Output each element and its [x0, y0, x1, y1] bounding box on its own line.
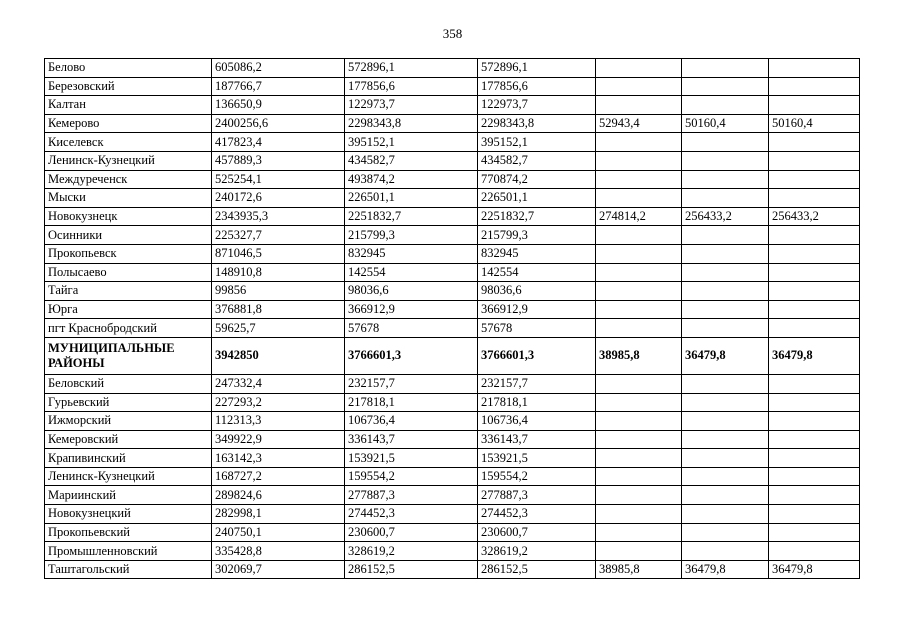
- value-cell-v5: [682, 77, 769, 96]
- row-name-cell: МУНИЦИПАЛЬНЫЕ РАЙОНЫ: [45, 337, 212, 374]
- value-cell-v3: 153921,5: [478, 449, 596, 468]
- value-cell-v1: 457889,3: [212, 151, 345, 170]
- value-cell-v6: [769, 77, 860, 96]
- budget-table: [44, 58, 860, 579]
- row-name-cell: пгт Краснобродский: [45, 319, 212, 338]
- row-name-cell: Мариинский: [45, 486, 212, 505]
- value-cell-v2: 98036,6: [345, 282, 478, 301]
- row-name-cell: Крапивинский: [45, 449, 212, 468]
- value-cell-v5: [682, 505, 769, 524]
- value-cell-v6: [769, 467, 860, 486]
- value-cell-v1: 349922,9: [212, 430, 345, 449]
- value-cell-v4: [596, 226, 682, 245]
- value-cell-v1: 289824,6: [212, 486, 345, 505]
- value-cell-v2: 395152,1: [345, 133, 478, 152]
- value-cell-v5: [682, 189, 769, 208]
- value-cell-v5: [682, 449, 769, 468]
- value-cell-v3: 286152,5: [478, 560, 596, 579]
- table-row: [45, 467, 860, 486]
- row-name-cell: Таштагольский: [45, 560, 212, 579]
- value-cell-v6: [769, 282, 860, 301]
- value-cell-v1: 2400256,6: [212, 114, 345, 133]
- value-cell-v1: 2343935,3: [212, 207, 345, 226]
- value-cell-v3: 395152,1: [478, 133, 596, 152]
- value-cell-v4: [596, 430, 682, 449]
- value-cell-v1: 148910,8: [212, 263, 345, 282]
- value-cell-v5: 256433,2: [682, 207, 769, 226]
- table-row: [45, 170, 860, 189]
- row-name-cell: Новокузнецкий: [45, 505, 212, 524]
- value-cell-v3: 277887,3: [478, 486, 596, 505]
- value-cell-v6: [769, 244, 860, 263]
- value-cell-v3: 98036,6: [478, 282, 596, 301]
- value-cell-v5: 36479,8: [682, 337, 769, 374]
- value-cell-v2: 277887,3: [345, 486, 478, 505]
- value-cell-v2: 57678: [345, 319, 478, 338]
- row-name-cell: Полысаево: [45, 263, 212, 282]
- row-name-cell: Белово: [45, 59, 212, 78]
- value-cell-v5: [682, 151, 769, 170]
- value-cell-v4: [596, 449, 682, 468]
- table-row: [45, 282, 860, 301]
- value-cell-v2: 230600,7: [345, 523, 478, 542]
- value-cell-v4: [596, 393, 682, 412]
- value-cell-v3: 57678: [478, 319, 596, 338]
- value-cell-v3: 832945: [478, 244, 596, 263]
- value-cell-v2: 226501,1: [345, 189, 478, 208]
- value-cell-v2: 106736,4: [345, 412, 478, 431]
- value-cell-v4: [596, 467, 682, 486]
- table-row: [45, 393, 860, 412]
- row-name-cell: Прокопьевск: [45, 244, 212, 263]
- table-row: [45, 337, 860, 374]
- value-cell-v4: [596, 170, 682, 189]
- table-row: [45, 560, 860, 579]
- table-row: [45, 374, 860, 393]
- value-cell-v4: 38985,8: [596, 560, 682, 579]
- value-cell-v6: [769, 505, 860, 524]
- table-row: [45, 263, 860, 282]
- value-cell-v2: 215799,3: [345, 226, 478, 245]
- row-name-cell: Ижморский: [45, 412, 212, 431]
- value-cell-v5: [682, 96, 769, 115]
- table-row: [45, 412, 860, 431]
- value-cell-v1: 168727,2: [212, 467, 345, 486]
- value-cell-v5: [682, 263, 769, 282]
- value-cell-v1: 417823,4: [212, 133, 345, 152]
- value-cell-v3: 572896,1: [478, 59, 596, 78]
- value-cell-v6: [769, 486, 860, 505]
- value-cell-v3: 366912,9: [478, 300, 596, 319]
- value-cell-v2: 366912,9: [345, 300, 478, 319]
- value-cell-v1: 163142,3: [212, 449, 345, 468]
- row-name-cell: Осинники: [45, 226, 212, 245]
- value-cell-v3: 226501,1: [478, 189, 596, 208]
- value-cell-v5: [682, 170, 769, 189]
- page-number: 358: [442, 26, 463, 41]
- value-cell-v6: [769, 263, 860, 282]
- value-cell-v2: 159554,2: [345, 467, 478, 486]
- value-cell-v3: 2251832,7: [478, 207, 596, 226]
- value-cell-v5: [682, 412, 769, 431]
- table-row: [45, 226, 860, 245]
- value-cell-v4: [596, 523, 682, 542]
- table-row: [45, 486, 860, 505]
- value-cell-v5: [682, 300, 769, 319]
- value-cell-v4: [596, 96, 682, 115]
- value-cell-v4: [596, 319, 682, 338]
- value-cell-v3: 232157,7: [478, 374, 596, 393]
- value-cell-v4: [596, 151, 682, 170]
- value-cell-v2: 572896,1: [345, 59, 478, 78]
- value-cell-v1: 136650,9: [212, 96, 345, 115]
- value-cell-v2: 832945: [345, 244, 478, 263]
- table-row: [45, 96, 860, 115]
- value-cell-v2: 142554: [345, 263, 478, 282]
- value-cell-v4: [596, 59, 682, 78]
- value-cell-v6: [769, 151, 860, 170]
- value-cell-v3: 215799,3: [478, 226, 596, 245]
- row-name-cell: Мыски: [45, 189, 212, 208]
- value-cell-v3: 274452,3: [478, 505, 596, 524]
- value-cell-v6: [769, 523, 860, 542]
- row-name-cell: Гурьевский: [45, 393, 212, 412]
- value-cell-v5: [682, 467, 769, 486]
- value-cell-v3: 434582,7: [478, 151, 596, 170]
- row-name-cell: Ленинск-Кузнецкий: [45, 467, 212, 486]
- value-cell-v1: 376881,8: [212, 300, 345, 319]
- value-cell-v5: [682, 319, 769, 338]
- value-cell-v5: [682, 523, 769, 542]
- value-cell-v2: 286152,5: [345, 560, 478, 579]
- value-cell-v5: [682, 226, 769, 245]
- value-cell-v4: [596, 77, 682, 96]
- row-name-cell: Новокузнецк: [45, 207, 212, 226]
- value-cell-v1: 3942850: [212, 337, 345, 374]
- value-cell-v6: [769, 59, 860, 78]
- value-cell-v5: [682, 486, 769, 505]
- value-cell-v1: 225327,7: [212, 226, 345, 245]
- value-cell-v5: [682, 244, 769, 263]
- value-cell-v1: 227293,2: [212, 393, 345, 412]
- value-cell-v6: [769, 300, 860, 319]
- value-cell-v2: 434582,7: [345, 151, 478, 170]
- row-name-cell: Киселевск: [45, 133, 212, 152]
- value-cell-v6: [769, 542, 860, 561]
- value-cell-v5: [682, 393, 769, 412]
- value-cell-v4: 274814,2: [596, 207, 682, 226]
- value-cell-v6: [769, 393, 860, 412]
- value-cell-v2: 177856,6: [345, 77, 478, 96]
- table-row: [45, 505, 860, 524]
- value-cell-v3: 106736,4: [478, 412, 596, 431]
- row-name-cell: Беловский: [45, 374, 212, 393]
- value-cell-v2: 122973,7: [345, 96, 478, 115]
- value-cell-v6: 36479,8: [769, 337, 860, 374]
- value-cell-v4: [596, 374, 682, 393]
- table-row: [45, 114, 860, 133]
- value-cell-v6: 36479,8: [769, 560, 860, 579]
- value-cell-v1: 59625,7: [212, 319, 345, 338]
- value-cell-v2: 274452,3: [345, 505, 478, 524]
- value-cell-v3: 217818,1: [478, 393, 596, 412]
- value-cell-v2: 232157,7: [345, 374, 478, 393]
- value-cell-v5: [682, 542, 769, 561]
- value-cell-v4: [596, 133, 682, 152]
- value-cell-v2: 153921,5: [345, 449, 478, 468]
- row-name-cell: Юрга: [45, 300, 212, 319]
- value-cell-v4: 52943,4: [596, 114, 682, 133]
- value-cell-v3: 328619,2: [478, 542, 596, 561]
- row-name-cell: Кемерово: [45, 114, 212, 133]
- value-cell-v1: 112313,3: [212, 412, 345, 431]
- value-cell-v3: 159554,2: [478, 467, 596, 486]
- value-cell-v3: 770874,2: [478, 170, 596, 189]
- value-cell-v2: 336143,7: [345, 430, 478, 449]
- table-row: [45, 207, 860, 226]
- value-cell-v4: [596, 412, 682, 431]
- value-cell-v5: [682, 59, 769, 78]
- table-row: [45, 319, 860, 338]
- value-cell-v4: [596, 505, 682, 524]
- row-name-cell: Кемеровский: [45, 430, 212, 449]
- table-row: [45, 523, 860, 542]
- row-name-cell: Промышленновский: [45, 542, 212, 561]
- value-cell-v6: 256433,2: [769, 207, 860, 226]
- table-row: [45, 430, 860, 449]
- table-row: [45, 151, 860, 170]
- value-cell-v1: 871046,5: [212, 244, 345, 263]
- value-cell-v3: 3766601,3: [478, 337, 596, 374]
- row-name-cell: Тайга: [45, 282, 212, 301]
- value-cell-v6: 50160,4: [769, 114, 860, 133]
- value-cell-v1: 187766,7: [212, 77, 345, 96]
- value-cell-v5: 36479,8: [682, 560, 769, 579]
- value-cell-v6: [769, 430, 860, 449]
- value-cell-v1: 282998,1: [212, 505, 345, 524]
- value-cell-v3: 2298343,8: [478, 114, 596, 133]
- value-cell-v4: 38985,8: [596, 337, 682, 374]
- value-cell-v3: 122973,7: [478, 96, 596, 115]
- value-cell-v6: [769, 319, 860, 338]
- value-cell-v4: [596, 189, 682, 208]
- value-cell-v5: [682, 374, 769, 393]
- table-row: [45, 449, 860, 468]
- table-body: [45, 59, 860, 579]
- value-cell-v6: [769, 226, 860, 245]
- value-cell-v5: [682, 430, 769, 449]
- value-cell-v1: 99856: [212, 282, 345, 301]
- value-cell-v6: [769, 170, 860, 189]
- value-cell-v1: 247332,4: [212, 374, 345, 393]
- value-cell-v4: [596, 486, 682, 505]
- table-row: [45, 244, 860, 263]
- table-row: [45, 77, 860, 96]
- table-row: [45, 59, 860, 78]
- value-cell-v4: [596, 244, 682, 263]
- value-cell-v1: 525254,1: [212, 170, 345, 189]
- value-cell-v6: [769, 189, 860, 208]
- value-cell-v2: 2298343,8: [345, 114, 478, 133]
- value-cell-v4: [596, 300, 682, 319]
- value-cell-v3: 230600,7: [478, 523, 596, 542]
- value-cell-v2: 493874,2: [345, 170, 478, 189]
- row-name-cell: Калтан: [45, 96, 212, 115]
- value-cell-v1: 240172,6: [212, 189, 345, 208]
- table-row: [45, 300, 860, 319]
- value-cell-v1: 240750,1: [212, 523, 345, 542]
- value-cell-v6: [769, 412, 860, 431]
- row-name-cell: Междуреченск: [45, 170, 212, 189]
- value-cell-v3: 336143,7: [478, 430, 596, 449]
- value-cell-v6: [769, 374, 860, 393]
- table-row: [45, 189, 860, 208]
- value-cell-v4: [596, 282, 682, 301]
- value-cell-v2: 328619,2: [345, 542, 478, 561]
- value-cell-v3: 142554: [478, 263, 596, 282]
- value-cell-v3: 177856,6: [478, 77, 596, 96]
- value-cell-v5: 50160,4: [682, 114, 769, 133]
- row-name-cell: Березовский: [45, 77, 212, 96]
- value-cell-v1: 302069,7: [212, 560, 345, 579]
- value-cell-v6: [769, 133, 860, 152]
- value-cell-v5: [682, 282, 769, 301]
- value-cell-v5: [682, 133, 769, 152]
- value-cell-v2: 2251832,7: [345, 207, 478, 226]
- table-row: [45, 542, 860, 561]
- value-cell-v2: 217818,1: [345, 393, 478, 412]
- row-name-cell: Ленинск-Кузнецкий: [45, 151, 212, 170]
- value-cell-v6: [769, 449, 860, 468]
- value-cell-v4: [596, 263, 682, 282]
- value-cell-v6: [769, 96, 860, 115]
- row-name-cell: Прокопьевский: [45, 523, 212, 542]
- value-cell-v1: 335428,8: [212, 542, 345, 561]
- value-cell-v1: 605086,2: [212, 59, 345, 78]
- table-row: [45, 133, 860, 152]
- value-cell-v4: [596, 542, 682, 561]
- value-cell-v2: 3766601,3: [345, 337, 478, 374]
